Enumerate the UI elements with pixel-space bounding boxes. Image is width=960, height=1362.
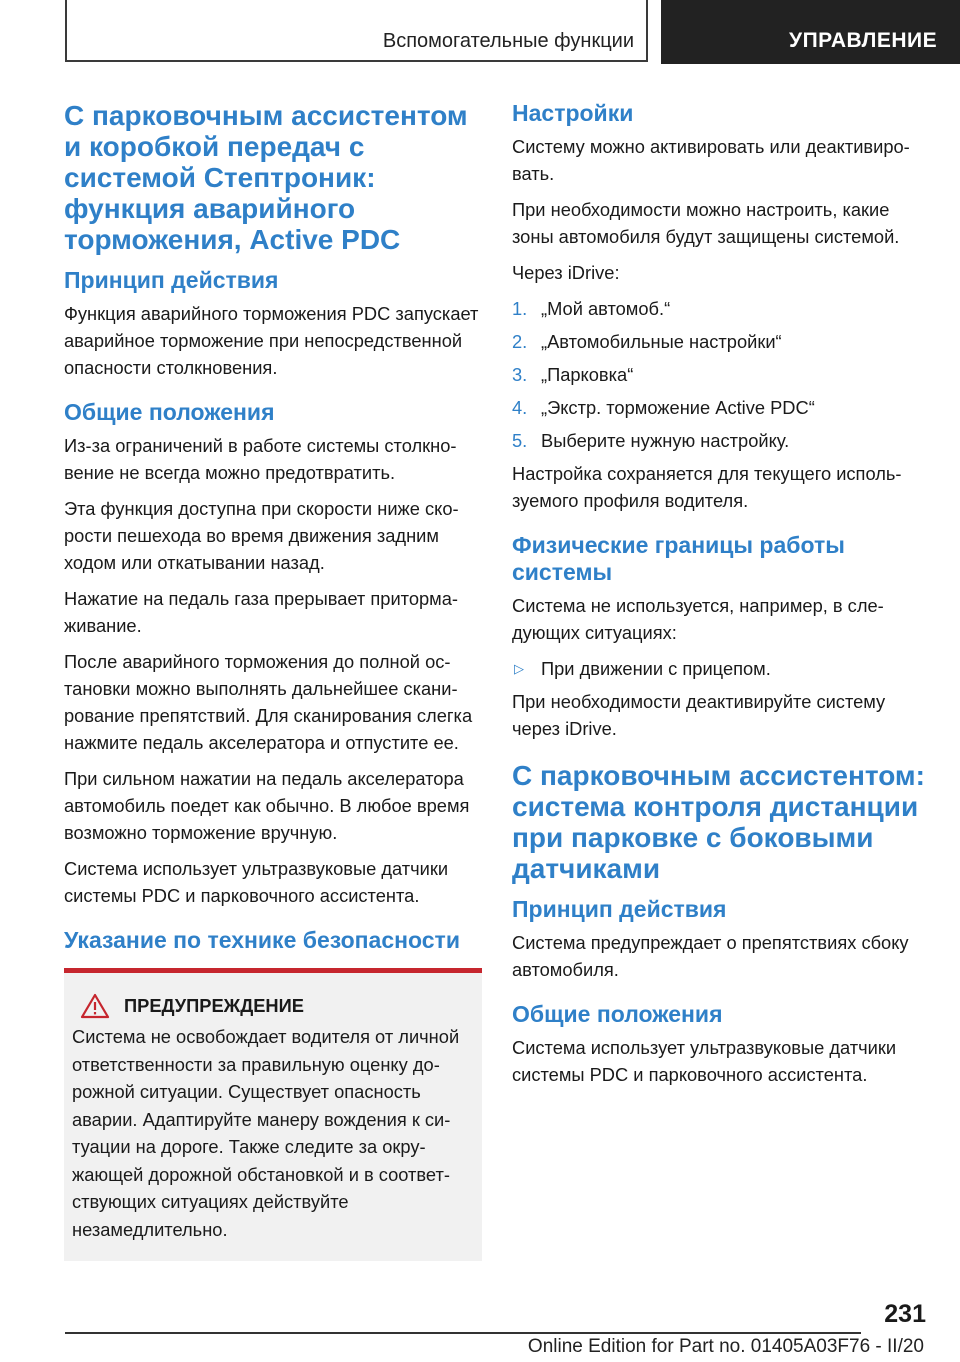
- list-item: [512, 394, 930, 421]
- right-column: [512, 100, 930, 1097]
- triangle-bullet-icon: ▷: [514, 661, 524, 676]
- section-title-side-sensors: С парковочным ассистентом: система контроля дистанции при парковке с боковыми датчиками: [512, 760, 925, 884]
- general-paragraph: Эта функция доступна при скорости ниже скорости пешехода во время движения задним ходом или откатывании назад.: [64, 498, 459, 573]
- step-number: 3.: [512, 364, 528, 385]
- step-text: „Экстр. торможение Active PDC“: [541, 397, 815, 418]
- warning-title-row: [72, 993, 474, 1019]
- principle-text: Функция аварийного торможения PDC запускает аварийное торможение при непосредственной опасности столкновения.: [64, 303, 479, 378]
- list-item: [512, 328, 930, 355]
- page-header: [0, 0, 960, 66]
- settings-steps: [512, 295, 930, 454]
- section-title-emergency-braking: С парковочным ассистентом и коробкой передач с системой Стептроник: функция аварийного торможения, Active PDC: [64, 100, 468, 255]
- step-number: 1.: [512, 298, 528, 319]
- list-item: [512, 295, 930, 322]
- warning-box: [64, 968, 482, 1261]
- step-text: Выберите нужную настройку.: [541, 430, 790, 451]
- step-text: „Автомобильные настройки“: [541, 331, 782, 352]
- general-paragraph: Нажатие на педаль газа прерывает притормаживание.: [64, 588, 458, 636]
- general-paragraph: При сильном нажатии на педаль акселератора автомобиль поедет как обычно. В любое время возможно торможение вручную.: [64, 768, 470, 843]
- settings-intro: Систему можно активировать или деактивировать.: [512, 136, 910, 184]
- step-number: 4.: [512, 397, 528, 418]
- general-paragraph: Из-за ограничений в работе системы столкновение не всегда можно предотвратить.: [64, 435, 457, 483]
- section-title: Вспомогательные функции: [382, 30, 634, 52]
- step-number: 2.: [512, 331, 528, 352]
- list-item: [512, 427, 930, 454]
- chapter-title: УПРАВЛЕНИЕ: [789, 29, 938, 52]
- settings-text: При необходимости можно настроить, какие зоны автомобиля будут защищены системой.: [512, 199, 900, 247]
- footer-divider: [65, 1332, 861, 1334]
- heading-settings: Настройки: [512, 100, 634, 126]
- list-item: [512, 361, 930, 388]
- list-item: [512, 655, 930, 682]
- warning-label: ПРЕДУПРЕЖДЕНИЕ: [124, 995, 304, 1016]
- general-paragraph: После аварийного торможения до полной остановки можно выполнять дальнейшее сканирование препятствий. Для сканирования слегка нажмите педаль акселератора и отпустите ее.: [64, 651, 473, 753]
- warning-triangle-icon: [80, 993, 110, 1019]
- heading-principle-2: Принцип действия: [512, 896, 727, 922]
- step-number: 5.: [512, 430, 528, 451]
- principle-text-2: Система предупреждает о препятствиях сбоку автомобиля.: [512, 932, 909, 980]
- chapter-tab: [661, 0, 960, 64]
- limits-text: Система не используется, например, в следующих ситуациях:: [512, 595, 884, 643]
- heading-limits: Физические границы работы системы: [512, 532, 845, 585]
- footer-edition: Online Edition for Part no. 01405A03F76 - II/20: [527, 1336, 924, 1357]
- step-text: „Парковка“: [541, 364, 634, 385]
- warning-text: Система не освобождает водителя от личной ответственности за правильную оценку дорожной ситуации. Существует опасность аварии. Адаптируйте манеру вождения к ситуации на дороге. Также следите за окружающей дорожной обстановкой и в соответствующих ситуациях действуйте незамедлительно.: [72, 1026, 460, 1240]
- step-text: „Мой автомоб.“: [541, 298, 671, 319]
- limits-list: [512, 655, 930, 682]
- bullet-text: При движении с прицепом.: [541, 658, 771, 679]
- limits-deactivate: При необходимости деактивируйте систему через iDrive.: [512, 691, 886, 739]
- general-paragraph: Система использует ультразвуковые датчики системы PDC и парковочного ассистента.: [64, 858, 449, 906]
- page-number: 231: [884, 1300, 926, 1328]
- heading-principle: Принцип действия: [64, 267, 279, 293]
- section-tab: [65, 0, 648, 62]
- settings-via: Через iDrive:: [512, 262, 620, 283]
- left-column: [64, 100, 482, 1261]
- heading-general: Общие положения: [64, 399, 275, 425]
- heading-safety: Указание по технике безопасности: [64, 927, 460, 953]
- general-text-2: Система использует ультразвуковые датчики системы PDC и парковочного ассистента.: [512, 1037, 897, 1085]
- settings-saved: Настройка сохраняется для текущего используемого профиля водителя.: [512, 463, 902, 511]
- heading-general-2: Общие положения: [512, 1001, 723, 1027]
